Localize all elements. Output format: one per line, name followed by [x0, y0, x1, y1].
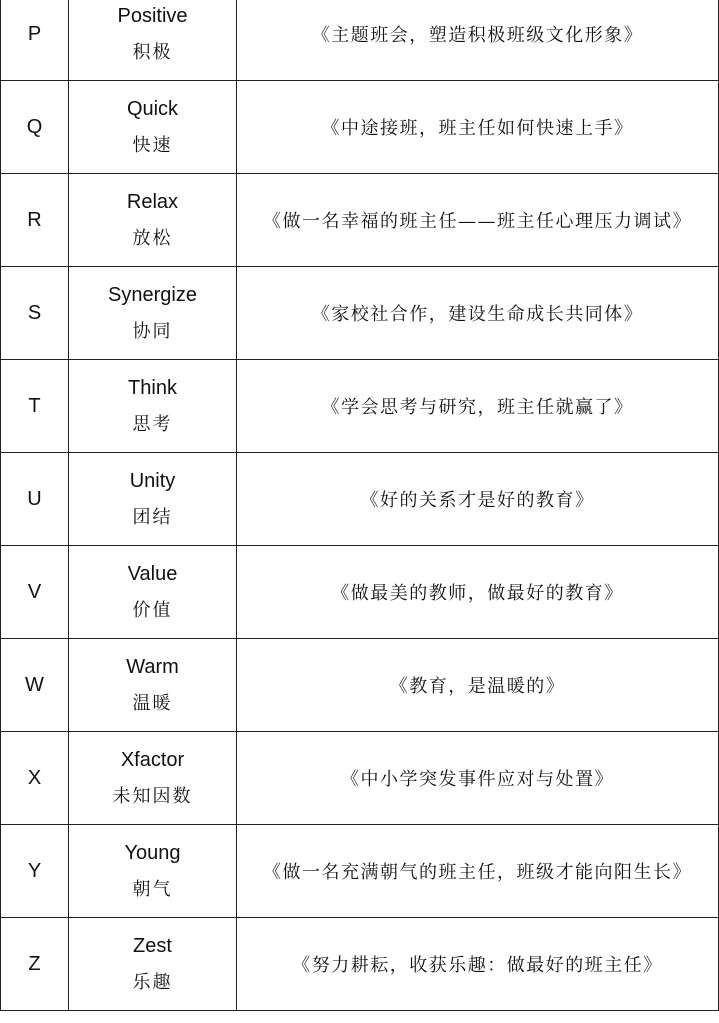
- course-title-cell: 《教育，是温暖的》: [237, 639, 719, 732]
- keyword-english: Think: [128, 377, 177, 399]
- keyword-chinese: 朝气: [132, 879, 173, 900]
- table-row: [1, 825, 719, 918]
- keyword-english: Relax: [126, 191, 179, 213]
- keyword-cell: [69, 918, 237, 1011]
- letter-cell: Z: [1, 918, 69, 1011]
- table-row: [1, 453, 719, 546]
- course-title-cell: 《学会思考与研究，班主任就赢了》: [237, 360, 719, 453]
- letter-cell: W: [1, 639, 69, 732]
- keyword-chinese: 未知因数: [112, 786, 193, 807]
- keyword-english: Zest: [133, 935, 172, 957]
- topic-table-body: [1, 0, 719, 1011]
- letter-cell: P: [1, 0, 69, 81]
- letter-cell: X: [1, 732, 69, 825]
- keyword-chinese: 思考: [132, 414, 173, 435]
- letter-cell: T: [1, 360, 69, 453]
- course-title-cell: 《中途接班，班主任如何快速上手》: [237, 81, 719, 174]
- table-row: [1, 0, 719, 81]
- table-row: [1, 360, 719, 453]
- keyword-chinese: 协同: [132, 321, 173, 342]
- keyword-english: Quick: [126, 98, 179, 120]
- keyword-cell: [69, 732, 237, 825]
- keyword-english: Positive: [117, 5, 188, 27]
- table-row: [1, 918, 719, 1011]
- keyword-chinese: 快速: [132, 135, 173, 156]
- table-row: [1, 639, 719, 732]
- keyword-cell: [69, 174, 237, 267]
- keyword-cell: [69, 825, 237, 918]
- keyword-cell: [69, 267, 237, 360]
- course-title-cell: 《做一名幸福的班主任——班主任心理压力调试》: [237, 174, 719, 267]
- course-title-cell: 《中小学突发事件应对与处置》: [237, 732, 719, 825]
- keyword-chinese: 积极: [132, 42, 173, 63]
- table-row: [1, 546, 719, 639]
- table-row: [1, 267, 719, 360]
- keyword-cell: [69, 453, 237, 546]
- keyword-chinese: 放松: [132, 228, 173, 249]
- keyword-cell: [69, 639, 237, 732]
- table-row: [1, 81, 719, 174]
- keyword-chinese: 团结: [132, 507, 173, 528]
- keyword-cell: [69, 360, 237, 453]
- keyword-cell: [69, 546, 237, 639]
- course-title-cell: 《主题班会，塑造积极班级文化形象》: [237, 0, 719, 81]
- keyword-chinese: 价值: [132, 600, 173, 621]
- keyword-english: Young: [124, 842, 181, 864]
- keyword-english: Synergize: [108, 284, 197, 306]
- keyword-english: Warm: [126, 656, 179, 678]
- letter-cell: V: [1, 546, 69, 639]
- letter-cell: S: [1, 267, 69, 360]
- keyword-chinese: 乐趣: [132, 972, 173, 993]
- table-row: [1, 174, 719, 267]
- keyword-english: Xfactor: [120, 749, 185, 771]
- keyword-cell: [69, 0, 237, 81]
- letter-cell: R: [1, 174, 69, 267]
- table-row: [1, 732, 719, 825]
- letter-cell: Y: [1, 825, 69, 918]
- course-title-cell: 《好的关系才是好的教育》: [237, 453, 719, 546]
- letter-cell: Q: [1, 81, 69, 174]
- keyword-english: Unity: [129, 470, 176, 492]
- keyword-chinese: 温暖: [132, 693, 173, 714]
- course-title-cell: 《做一名充满朝气的班主任，班级才能向阳生长》: [237, 825, 719, 918]
- keyword-english: Value: [127, 563, 178, 585]
- course-title-cell: 《做最美的教师，做最好的教育》: [237, 546, 719, 639]
- letter-cell: U: [1, 453, 69, 546]
- keyword-cell: [69, 81, 237, 174]
- course-title-cell: 《家校社合作，建设生命成长共同体》: [237, 267, 719, 360]
- course-title-cell: 《努力耕耘，收获乐趣：做最好的班主任》: [237, 918, 719, 1011]
